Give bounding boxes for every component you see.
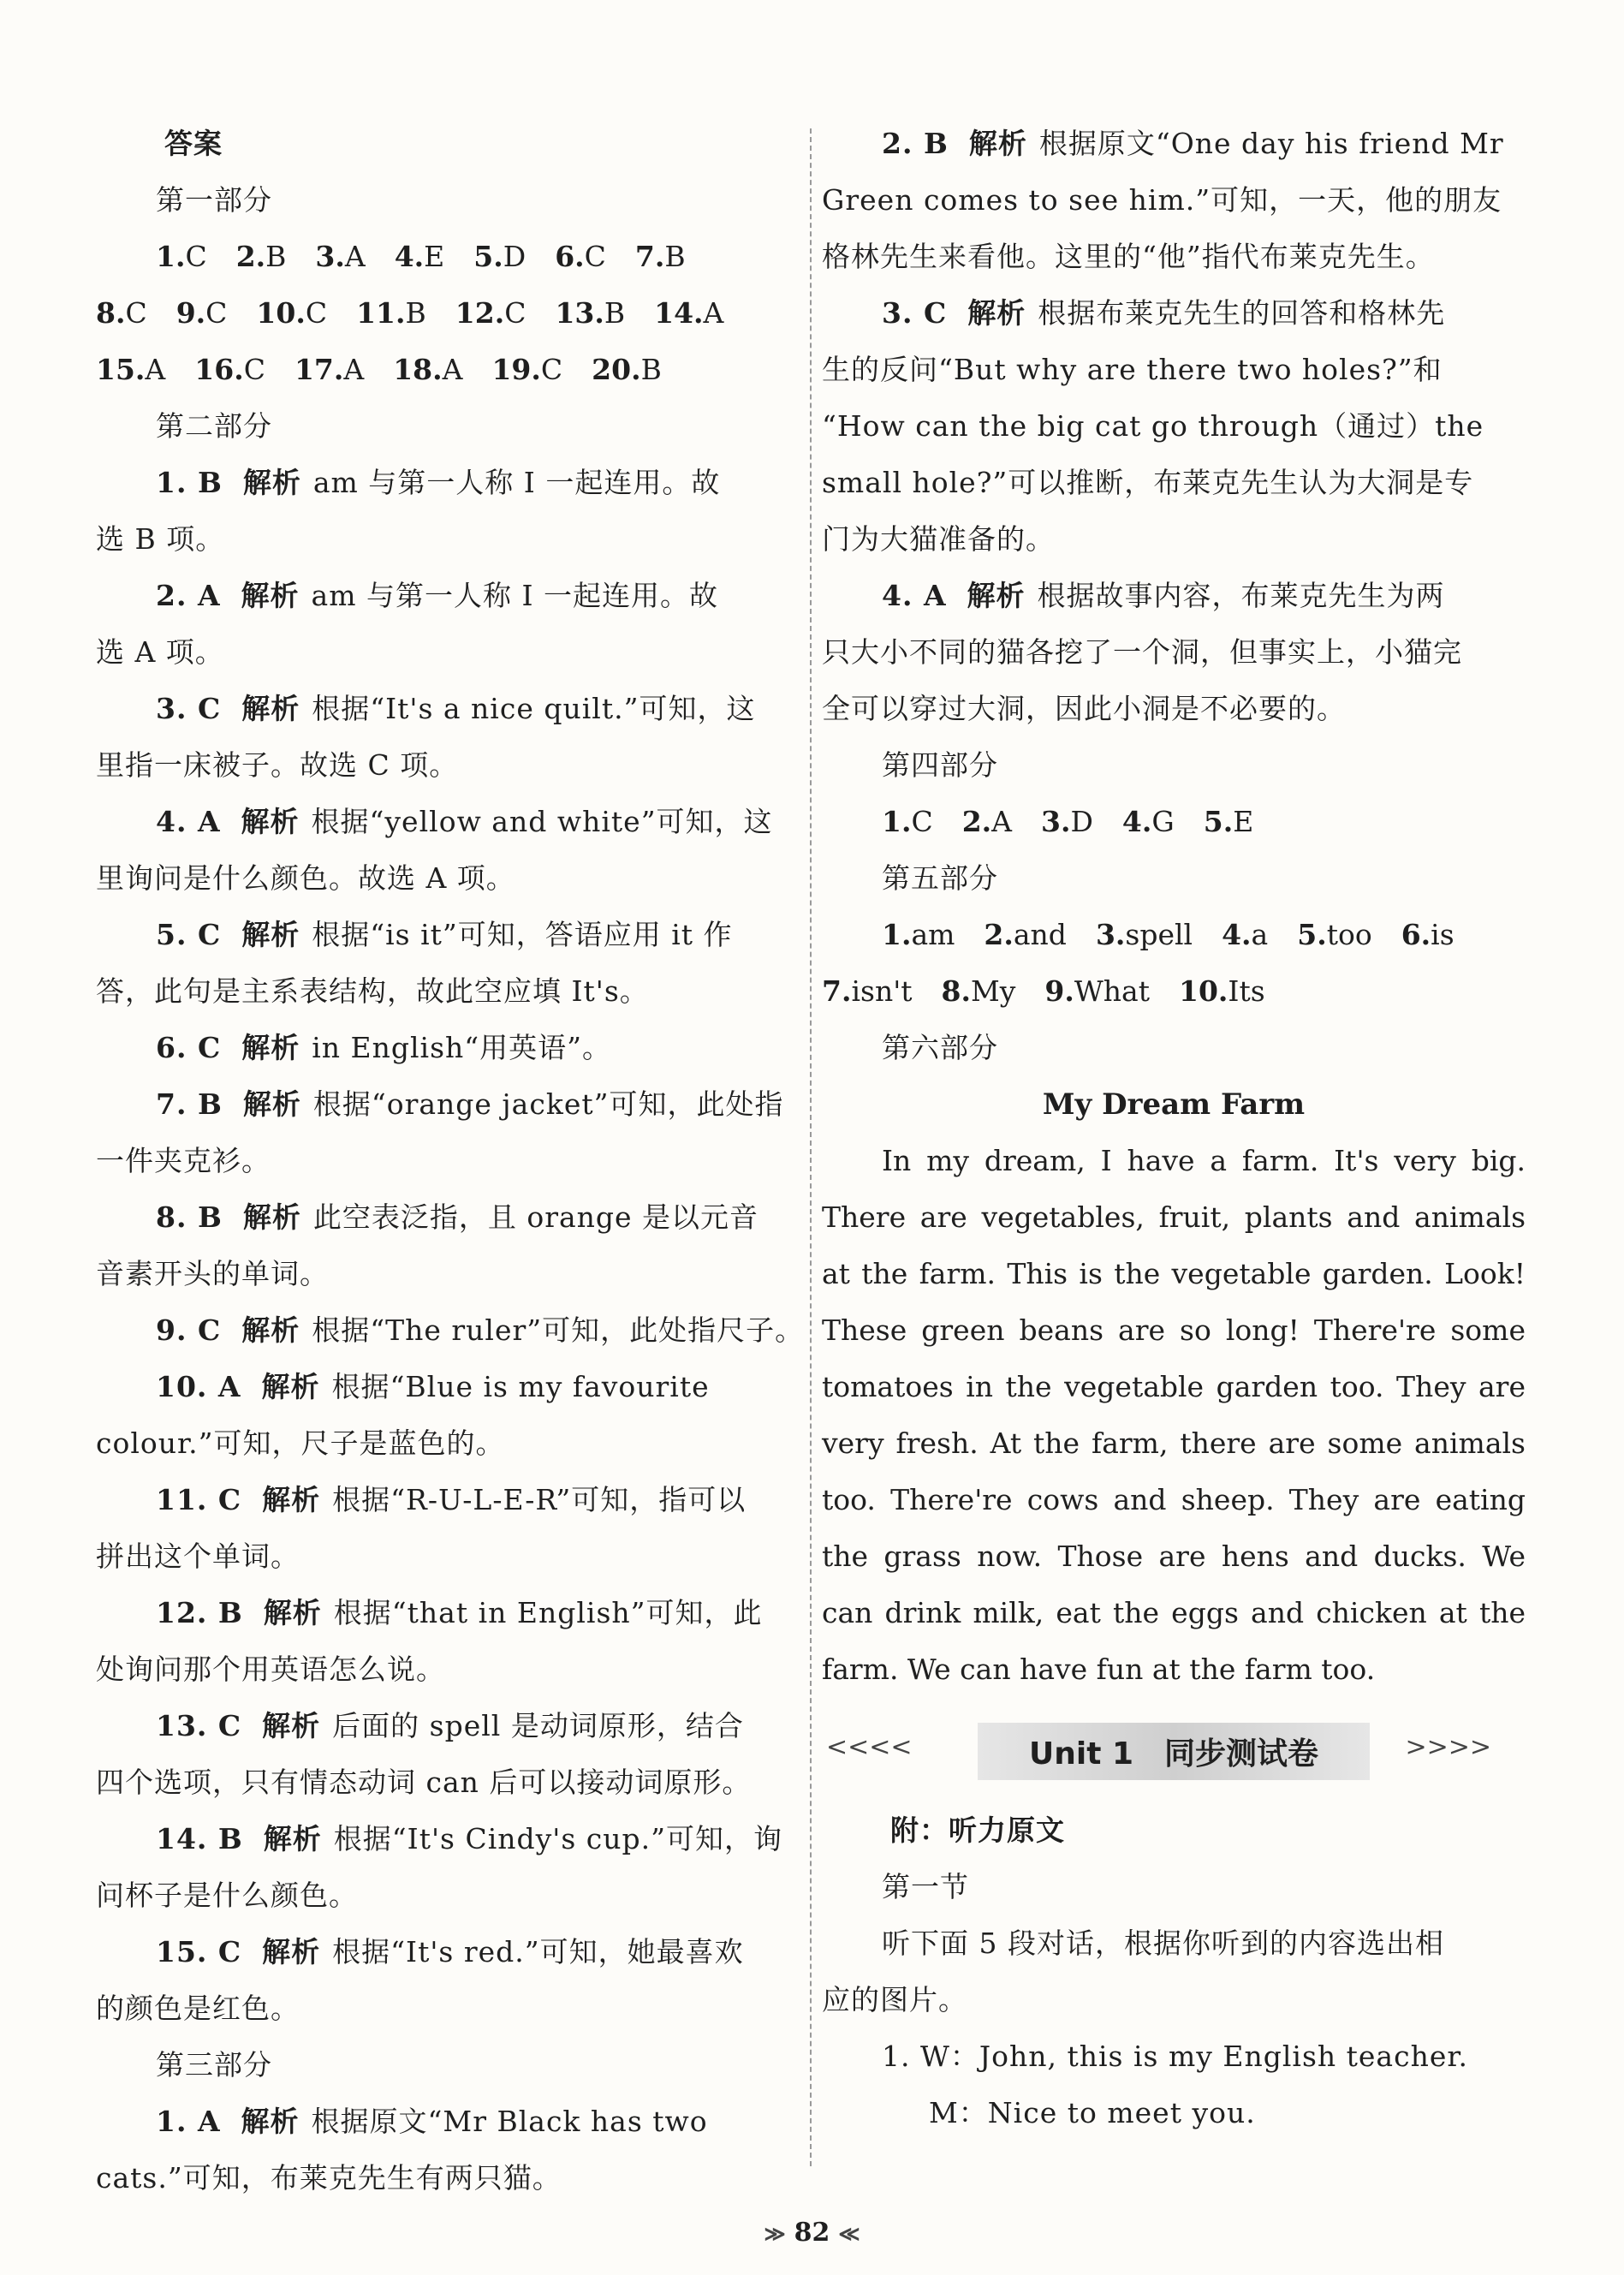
- banner-arrows-left: <<<<: [826, 1732, 913, 1762]
- part5-answers: [822, 907, 1526, 1020]
- answer-value: and: [1013, 918, 1067, 951]
- answer-number: 1.: [882, 805, 912, 838]
- answer-value: am: [911, 918, 955, 951]
- explanation-line: [96, 1924, 798, 1980]
- item-number: 1. A: [156, 2105, 221, 2138]
- answer-number: 7.: [822, 974, 852, 1008]
- answer-value: A: [703, 296, 724, 330]
- dialog1-line1: 1. W：John, this is my English teacher.: [882, 2040, 1468, 2073]
- explanation-line: [96, 1754, 798, 1811]
- explanation-line: [96, 624, 798, 681]
- item-number: 4. A: [882, 579, 947, 612]
- analysis-tag: 解析: [262, 1935, 321, 1968]
- answer-number: 7.: [634, 240, 665, 273]
- analysis-tag: 解析: [241, 1313, 300, 1347]
- answer-number: 10.: [256, 296, 306, 330]
- item-number: 1. B: [156, 466, 223, 499]
- answer-item: [592, 342, 662, 398]
- answer-number: 14.: [654, 296, 704, 330]
- answer-number: 20.: [592, 353, 641, 386]
- analysis-tag: 解析: [241, 2105, 300, 2138]
- answer-item: [1204, 794, 1254, 850]
- answer-value: A: [991, 805, 1012, 838]
- analysis-tag: 解析: [241, 805, 300, 838]
- answer-item: [356, 285, 426, 342]
- footer-chevron-left: ≫: [764, 2221, 786, 2246]
- item-number: 2. B: [882, 127, 949, 160]
- answer-number: 5.: [473, 240, 503, 273]
- explanation-line: [96, 963, 798, 1020]
- page-number-footer: [0, 2218, 1624, 2248]
- answer-value: A: [344, 240, 366, 273]
- answer-item: [236, 229, 287, 285]
- answer-value: C: [185, 240, 207, 273]
- explanation-text: 根据“that in English”可知，此: [333, 1596, 763, 1629]
- explanation-line: [822, 229, 1526, 285]
- explanation-text: Green comes to see him.”可知，一天，他的朋友: [822, 183, 1502, 217]
- explanation-line: [96, 1020, 798, 1076]
- item-number: 13. C: [156, 1709, 242, 1742]
- item-number: 14. B: [156, 1822, 243, 1855]
- answer-row: [822, 963, 1526, 1020]
- explanation-text: 选 A 项。: [96, 635, 224, 669]
- column-divider: [810, 128, 812, 2166]
- explanation-line: [822, 568, 1526, 624]
- part1-answers: [96, 229, 798, 398]
- answer-number: 15.: [96, 353, 146, 386]
- explanation-text: am 与第一人称 I 一起连用。故: [311, 579, 719, 612]
- answer-item: [942, 963, 1016, 1020]
- part6-label: 第六部分: [882, 1031, 998, 1064]
- item-number: 6. C: [156, 1031, 222, 1064]
- answer-value: E: [1233, 805, 1254, 838]
- item-number: 9. C: [156, 1313, 222, 1347]
- explanation-line: [96, 1641, 798, 1698]
- explanation-text: 问杯子是什么颜色。: [96, 1879, 358, 1912]
- explanation-text: 根据故事内容，布莱克先生为两: [1037, 579, 1445, 612]
- explanation-text: 选 B 项。: [96, 522, 225, 556]
- answer-item: [473, 229, 526, 285]
- answer-item: [491, 342, 562, 398]
- explanation-line: [822, 285, 1526, 342]
- answer-value: C: [540, 353, 563, 386]
- answer-value: spell: [1125, 918, 1193, 951]
- answer-number: 6.: [555, 240, 585, 273]
- item-number: 5. C: [156, 918, 222, 951]
- explanation-text: 根据“The ruler”可知，此处指尺子。: [312, 1313, 805, 1347]
- explanation-text: 根据“R-U-L-E-R”可知，指可以: [332, 1483, 747, 1516]
- answer-number: 5.: [1203, 805, 1234, 838]
- answer-number: 8.: [941, 974, 971, 1008]
- explanation-line: [96, 1811, 798, 1867]
- answer-value: C: [205, 296, 228, 330]
- analysis-tag: 解析: [967, 296, 1026, 330]
- analysis-tag: 解析: [263, 1596, 322, 1629]
- explanation-text: 根据“orange jacket”可知，此处指: [312, 1087, 784, 1121]
- answer-number: 3.: [1041, 805, 1071, 838]
- explanation-line: [96, 1189, 798, 1246]
- answer-value: E: [424, 240, 445, 273]
- explanation-text: 处询问那个用英语怎么说。: [96, 1653, 445, 1686]
- explanation-text: 里询问是什么颜色。故选 A 项。: [96, 861, 515, 895]
- answer-number: 16.: [194, 353, 244, 386]
- answer-value: B: [604, 296, 626, 330]
- explanation-text: 一件夹克衫。: [96, 1144, 271, 1177]
- part5-label: 第五部分: [882, 861, 998, 895]
- item-number: 3. C: [156, 692, 222, 725]
- answer-value: Its: [1228, 974, 1265, 1008]
- instruction-line1: 听下面 5 段对话，根据你听到的内容选出相: [882, 1927, 1444, 1960]
- answer-row: [96, 229, 798, 285]
- banner-arrows-right: >>>>: [1405, 1732, 1491, 1762]
- explanation-line: [96, 1980, 798, 2037]
- answer-number: 12.: [455, 296, 505, 330]
- explanation-text: 根据“It's a nice quilt.”可知，这: [312, 692, 756, 725]
- analysis-tag: 解析: [261, 1370, 320, 1403]
- analysis-tag: 解析: [262, 1483, 321, 1516]
- unit-banner: [822, 1717, 1526, 1785]
- dialog1-line2: M：Nice to meet you.: [929, 2096, 1256, 2129]
- explanation-line: [96, 1528, 798, 1585]
- answer-item: [1222, 907, 1268, 963]
- analysis-tag: 解析: [263, 1822, 322, 1855]
- answer-item: [962, 794, 1012, 850]
- answer-number: 4.: [1121, 805, 1152, 838]
- answer-number: 1.: [882, 918, 912, 951]
- analysis-tag: 解析: [968, 127, 1027, 160]
- answer-number: 11.: [356, 296, 406, 330]
- answer-value: C: [125, 296, 147, 330]
- explanation-text: 根据“Blue is my favourite: [331, 1370, 710, 1403]
- answer-number: 3.: [1095, 918, 1126, 951]
- analysis-tag: 解析: [262, 1709, 321, 1742]
- explanation-text: 根据“It's red.”可知，她最喜欢: [332, 1935, 744, 1968]
- explanation-line: [96, 1867, 798, 1924]
- analysis-tag: 解析: [241, 692, 300, 725]
- answer-item: [1041, 794, 1093, 850]
- answer-number: 2.: [235, 240, 266, 273]
- answer-item: [654, 285, 723, 342]
- essay-body: [822, 1133, 1526, 1698]
- answer-value: too: [1326, 918, 1372, 951]
- explanation-line: [96, 1076, 798, 1133]
- answer-value: A: [343, 353, 365, 386]
- explanation-text: 后面的 spell 是动词原形，结合: [332, 1709, 744, 1742]
- answer-number: 2.: [984, 918, 1014, 951]
- right-column: [822, 116, 1526, 2141]
- answer-item: [1297, 907, 1371, 963]
- page-number: 82: [794, 2218, 830, 2248]
- answer-item: [882, 794, 933, 850]
- answer-item: [635, 229, 686, 285]
- answer-value: C: [243, 353, 265, 386]
- answer-item: [822, 963, 913, 1020]
- explanation-text: 生的反问“But why are there two holes?”和: [822, 353, 1443, 386]
- explanation-text: 门为大猫准备的。: [822, 522, 1055, 556]
- answer-value: C: [911, 805, 933, 838]
- explanation-line: [96, 850, 798, 907]
- explanation-text: am 与第一人称 I 一起连用。故: [312, 466, 721, 499]
- appendix-label: 附：听力原文: [890, 1813, 1065, 1847]
- part3-label: 第三部分: [156, 2048, 272, 2081]
- item-number: 12. B: [156, 1596, 243, 1629]
- explanation-line: [96, 1302, 805, 1359]
- answer-value: B: [664, 240, 686, 273]
- analysis-tag: 解析: [242, 1087, 301, 1121]
- section1-label: 第一节: [882, 1870, 969, 1903]
- explanation-text: 拼出这个单词。: [96, 1539, 300, 1573]
- answer-item: [1179, 963, 1265, 1020]
- part3-explanations-left: [96, 2093, 798, 2207]
- answer-number: 1.: [156, 240, 186, 273]
- explanation-text: 四个选项，只有情态动词 can 后可以接动词原形。: [96, 1766, 752, 1799]
- explanation-text: 根据“is it”可知，答语应用 it 作: [312, 918, 733, 951]
- explanation-line: [822, 342, 1526, 398]
- answer-number: 8.: [96, 296, 126, 330]
- answer-item: [156, 229, 207, 285]
- answer-number: 3.: [315, 240, 345, 273]
- explanation-line: [96, 907, 798, 963]
- analysis-tag: 解析: [241, 918, 300, 951]
- answer-value: C: [584, 240, 606, 273]
- explanation-line: [96, 794, 798, 850]
- answer-value: is: [1431, 918, 1454, 951]
- explanation-line: [822, 116, 1526, 172]
- explanation-line: [96, 1585, 798, 1641]
- answer-item: [176, 285, 228, 342]
- explanation-text: 音素开头的单词。: [96, 1257, 329, 1290]
- answer-item: [393, 342, 462, 398]
- answer-value: isn't: [851, 974, 913, 1008]
- analysis-tag: 解析: [241, 579, 300, 612]
- part3-explanations-right: [822, 116, 1526, 737]
- footer-chevron-right: ≪: [838, 2221, 860, 2246]
- answer-number: 4.: [1222, 918, 1252, 951]
- explanation-text: 根据原文“Mr Black has two: [311, 2105, 708, 2138]
- explanation-line: [96, 2093, 798, 2150]
- answer-value: D: [503, 240, 526, 273]
- answer-number: 13.: [555, 296, 604, 330]
- answer-value: a: [1251, 918, 1269, 951]
- explanation-line: [96, 1472, 798, 1528]
- answer-value: A: [442, 353, 463, 386]
- item-number: 2. A: [156, 579, 221, 612]
- explanation-line: [96, 2150, 798, 2207]
- analysis-tag: 解析: [967, 579, 1026, 612]
- answer-item: [96, 342, 165, 398]
- explanation-text: 根据原文“One day his friend Mr: [1038, 127, 1504, 160]
- item-number: 8. B: [156, 1200, 223, 1234]
- answer-item: [194, 342, 265, 398]
- answer-item: [315, 229, 365, 285]
- explanation-text: 的颜色是红色。: [96, 1992, 300, 2025]
- unit-title: Unit 1 同步测试卷: [978, 1723, 1370, 1780]
- answer-number: 2.: [961, 805, 992, 838]
- answer-number: 6.: [1401, 918, 1431, 951]
- analysis-tag: 解析: [242, 1200, 301, 1234]
- explanation-text: 格林先生来看他。这里的“他”指代布莱克先生。: [822, 240, 1435, 273]
- answer-item: [1401, 907, 1454, 963]
- explanation-text: 答，此句是主系表结构，故此空应填 It's。: [96, 974, 649, 1008]
- answer-item: [984, 907, 1067, 963]
- answer-item: [1122, 794, 1175, 850]
- answer-row: [822, 907, 1526, 963]
- instruction-line2: 应的图片。: [822, 1983, 967, 2016]
- explanation-line: [96, 1246, 798, 1302]
- answer-value: My: [970, 974, 1016, 1008]
- essay-title: My Dream Farm: [1042, 1087, 1306, 1122]
- part4-label: 第四部分: [882, 748, 998, 782]
- answer-item: [555, 285, 625, 342]
- answer-item: [96, 285, 147, 342]
- answer-number: 17.: [294, 353, 344, 386]
- explanation-line: [96, 737, 798, 794]
- answer-number: 5.: [1297, 918, 1327, 951]
- left-column: [96, 116, 805, 2207]
- item-number: 4. A: [156, 805, 221, 838]
- explanation-text: “How can the big cat go through（通过）the: [822, 409, 1484, 443]
- answer-number: 18.: [393, 353, 443, 386]
- explanation-line: [96, 1133, 798, 1189]
- explanation-line: [822, 172, 1526, 229]
- item-number: 3. C: [882, 296, 948, 330]
- analysis-tag: 解析: [242, 466, 301, 499]
- explanation-text: colour.”可知，尺子是蓝色的。: [96, 1426, 505, 1460]
- explanation-line: [822, 681, 1526, 737]
- analysis-tag: 解析: [241, 1031, 300, 1064]
- part2-explanations: [96, 455, 805, 2037]
- explanation-text: 根据“yellow and white”可知，这: [311, 805, 773, 838]
- answer-row: [96, 342, 798, 398]
- explanation-text: 根据布莱克先生的回答和格林先: [1038, 296, 1446, 330]
- answer-value: B: [405, 296, 426, 330]
- answer-value: What: [1074, 974, 1150, 1008]
- explanation-text: 只大小不同的猫各挖了一个洞，但事实上，小猫完: [822, 635, 1462, 669]
- answer-item: [294, 342, 364, 398]
- answer-item: [1044, 963, 1150, 1020]
- answer-item: [395, 229, 445, 285]
- explanation-text: 里指一床被子。故选 C 项。: [96, 748, 459, 782]
- item-number: 7. B: [156, 1087, 223, 1121]
- answer-value: D: [1070, 805, 1093, 838]
- explanation-text: 全可以穿过大洞，因此小洞是不必要的。: [822, 692, 1346, 725]
- explanation-line: [822, 624, 1526, 681]
- explanation-line: [96, 568, 798, 624]
- explanation-line: [96, 511, 798, 568]
- answer-value: G: [1151, 805, 1175, 838]
- explanation-text: 此空表泛指，且 orange 是以元音: [312, 1200, 759, 1234]
- answer-number: 9.: [175, 296, 206, 330]
- answer-item: [1096, 907, 1193, 963]
- answer-row: [822, 794, 1526, 850]
- explanation-text: 根据“It's Cindy's cup.”可知，询: [333, 1822, 783, 1855]
- explanation-line: [822, 398, 1526, 455]
- explanation-text: small hole?”可以推断，布莱克先生认为大洞是专: [822, 466, 1474, 499]
- explanation-text: cats.”可知，布莱克先生有两只猫。: [96, 2161, 562, 2195]
- answer-row: [96, 285, 798, 342]
- answer-item: [256, 285, 327, 342]
- answer-value: B: [640, 353, 662, 386]
- item-number: 10. A: [156, 1370, 241, 1403]
- explanation-line: [96, 1415, 798, 1472]
- answer-value: C: [504, 296, 526, 330]
- part4-answers: [822, 794, 1526, 850]
- part1-label: 第一部分: [156, 183, 272, 217]
- answer-value: C: [305, 296, 328, 330]
- item-number: 15. C: [156, 1935, 242, 1968]
- answers-title: 答案: [164, 127, 223, 160]
- explanation-line: [822, 511, 1526, 568]
- answer-item: [455, 285, 526, 342]
- answer-item: [882, 907, 955, 963]
- answer-number: 19.: [491, 353, 541, 386]
- explanation-line: [822, 455, 1526, 511]
- item-number: 11. C: [156, 1483, 242, 1516]
- explanation-line: [96, 455, 798, 511]
- explanation-line: [96, 681, 798, 737]
- essay-text: In my dream, I have a farm. It's very big. There are vegetables, fruit, plants and animals at the farm. This is the vegetable garden. Look! These green beans are so long! There're some tomatoes in the vegetable garden too. They are very fresh. At the farm, there are some animals too. There're cows and sheep. They are eating the grass now. Those are hens and ducks. We can drink milk, eat the eggs and chicken at the farm. We can have fun at the farm too.: [822, 1144, 1526, 1686]
- explanation-text: in English“用英语”。: [312, 1031, 612, 1064]
- answer-value: A: [145, 353, 166, 386]
- answer-number: 10.: [1178, 974, 1228, 1008]
- answer-number: 9.: [1044, 974, 1074, 1008]
- answer-number: 4.: [394, 240, 425, 273]
- answer-item: [555, 229, 606, 285]
- answer-value: B: [265, 240, 287, 273]
- explanation-line: [96, 1698, 798, 1754]
- part2-label: 第二部分: [156, 409, 272, 443]
- explanation-line: [96, 1359, 798, 1415]
